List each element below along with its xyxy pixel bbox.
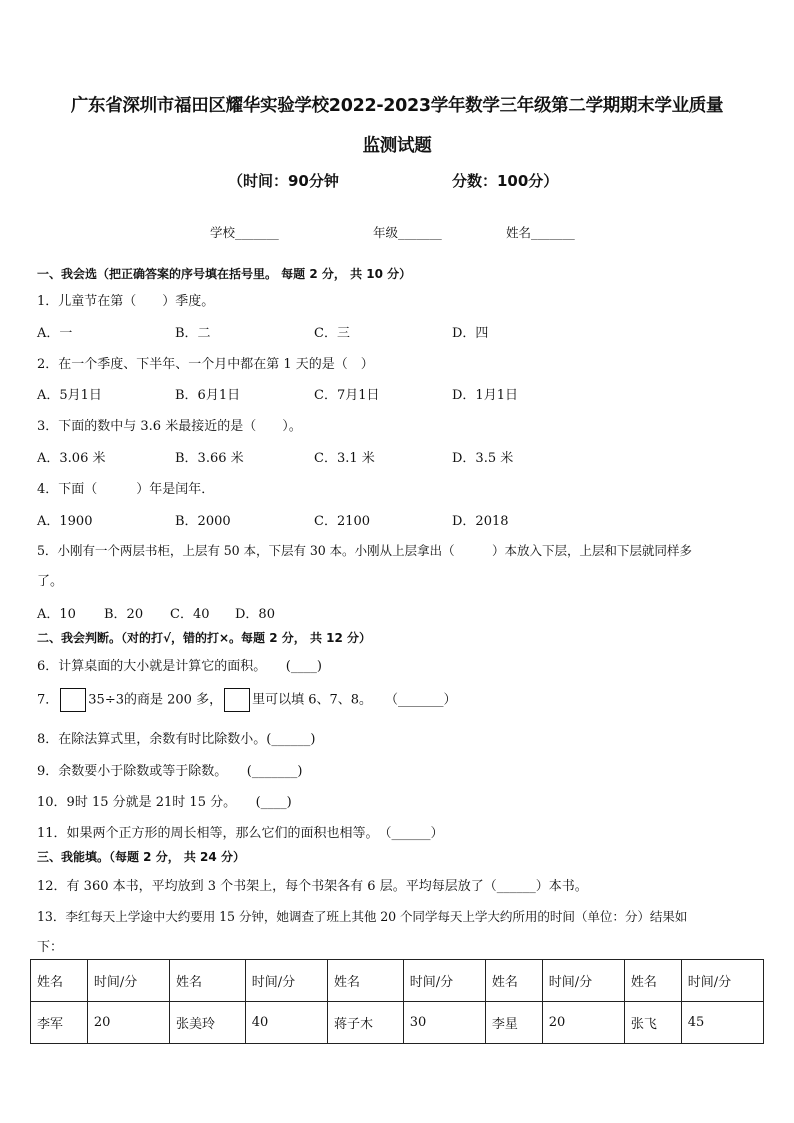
title-line-1: 广东省深圳市福田区耀华实验学校2022-2023学年数学三年级第二学期期末学业质量: [70, 96, 724, 116]
q5-option-d[interactable]: D．80: [235, 607, 275, 622]
question-7-number: 7．: [37, 692, 59, 708]
question-7-middle: 35÷3的商是 200 多，: [88, 692, 223, 708]
name-field[interactable]: 姓名_______: [506, 225, 575, 240]
q5-option-c[interactable]: C．40: [170, 607, 210, 622]
question-4: 4．下面（ ）年是闰年．: [37, 482, 215, 497]
question-6: 6．计算桌面的大小就是计算它的面积。 (____): [37, 659, 322, 674]
exam-time: （时间：90分钟: [228, 172, 339, 190]
table-cell: 李星: [485, 1002, 542, 1044]
question-12: 12．有 360 本书，平均放到 3 个书架上，每个书架各有 6 层。平均每层放了（______）本书。: [37, 879, 588, 894]
q5-option-b[interactable]: B．20: [104, 607, 144, 622]
question-7-end: 里可以填 6、7、8。 （_______）: [252, 692, 457, 708]
table-header-cell: 姓名: [327, 960, 403, 1002]
table-header-row: [31, 960, 764, 1002]
q2-option-a[interactable]: A．5月1日: [37, 388, 102, 403]
table-row: [31, 1002, 764, 1044]
section-3-heading: 三、我能填。（每题 2 分， 共 24 分）: [37, 850, 245, 864]
school-field[interactable]: 学校_______: [210, 225, 279, 240]
question-2: 2．在一个季度、下半年、一个月中都在第 1 天的是（ ）: [37, 357, 374, 372]
table-cell: 蒋子木: [327, 1002, 403, 1044]
question-9: 9．余数要小于除数或等于除数。 (_______): [37, 764, 303, 779]
blank-box-1[interactable]: [60, 688, 86, 712]
table-cell: 20: [542, 1002, 624, 1044]
table-header-cell: 时间/分: [681, 960, 763, 1002]
title-line-2: 监测试题: [362, 136, 432, 156]
grade-field[interactable]: 年级_______: [373, 225, 442, 240]
q3-option-d[interactable]: D．3.5 米: [452, 451, 514, 466]
table-cell: 45: [681, 1002, 763, 1044]
q4-option-b[interactable]: B．2000: [175, 514, 231, 529]
q4-option-a[interactable]: A．1900: [37, 514, 93, 529]
table-header-cell: 时间/分: [87, 960, 169, 1002]
q3-option-c[interactable]: C．3.1 米: [314, 451, 375, 466]
question-1: 1．儿童节在第（ ）季度。: [37, 294, 215, 309]
table-cell: 30: [403, 1002, 485, 1044]
question-5-line-1: 5．小刚有一个两层书柜，上层有 50 本，下层有 30 本。小刚从上层拿出（ ）本放入下层，上层和下层就同样多: [37, 543, 692, 558]
question-5-line-2: 了。: [37, 574, 64, 589]
question-11: 11．如果两个正方形的周长相等，那么它们的面积也相等。 （______）: [37, 826, 444, 841]
q3-option-b[interactable]: B．3.66 米: [175, 451, 244, 466]
table-header-cell: 姓名: [485, 960, 542, 1002]
table-header-cell: 姓名: [624, 960, 681, 1002]
question-13-line-2: 下：: [37, 940, 64, 955]
q2-option-b[interactable]: B．6月1日: [175, 388, 241, 403]
table-header-cell: 姓名: [170, 960, 246, 1002]
table-cell: 张飞: [624, 1002, 681, 1044]
q1-option-a[interactable]: A．一: [37, 326, 73, 341]
section-2-heading: 二、我会判断。（对的打√，错的打×。每题 2 分， 共 12 分）: [37, 631, 371, 645]
table-cell: 李军: [31, 1002, 88, 1044]
q4-option-c[interactable]: C．2100: [314, 514, 371, 529]
q2-option-c[interactable]: C．7月1日: [314, 388, 380, 403]
section-1-heading: 一、我会选（把正确答案的序号填在括号里。 每题 2 分， 共 10 分）: [37, 267, 412, 281]
table-header-cell: 时间/分: [542, 960, 624, 1002]
table-cell: 40: [245, 1002, 327, 1044]
question-13-line-1: 13．李红每天上学途中大约要用 15 分钟，她调查了班上其他 20 个同学每天上学大约所用的时间（单位：分）结果如: [37, 909, 688, 924]
table-cell: 张美玲: [170, 1002, 246, 1044]
table-cell: 20: [87, 1002, 169, 1044]
exam-score: 分数：100分）: [452, 172, 559, 190]
q1-option-d[interactable]: D．四: [452, 326, 489, 341]
q4-option-d[interactable]: D．2018: [452, 514, 509, 529]
q1-option-c[interactable]: C．三: [314, 326, 350, 341]
blank-box-2[interactable]: [224, 688, 250, 712]
q1-option-b[interactable]: B．二: [175, 326, 211, 341]
table-header-cell: 时间/分: [245, 960, 327, 1002]
exam-title: [30, 86, 764, 166]
q2-option-d[interactable]: D．1月1日: [452, 388, 518, 403]
q5-option-a[interactable]: A．10: [37, 607, 76, 622]
table-header-cell: 时间/分: [403, 960, 485, 1002]
commute-time-table: [30, 959, 764, 1044]
question-10: 10．9时 15 分就是 21时 15 分。 (____): [37, 795, 292, 810]
question-3: 3．下面的数中与 3.6 米最接近的是（ ）。: [37, 419, 302, 434]
q3-option-a[interactable]: A．3.06 米: [37, 451, 106, 466]
question-7: [37, 688, 767, 712]
table-header-cell: 姓名: [31, 960, 88, 1002]
question-8: 8．在除法算式里，余数有时比除数小。(______): [37, 732, 316, 747]
